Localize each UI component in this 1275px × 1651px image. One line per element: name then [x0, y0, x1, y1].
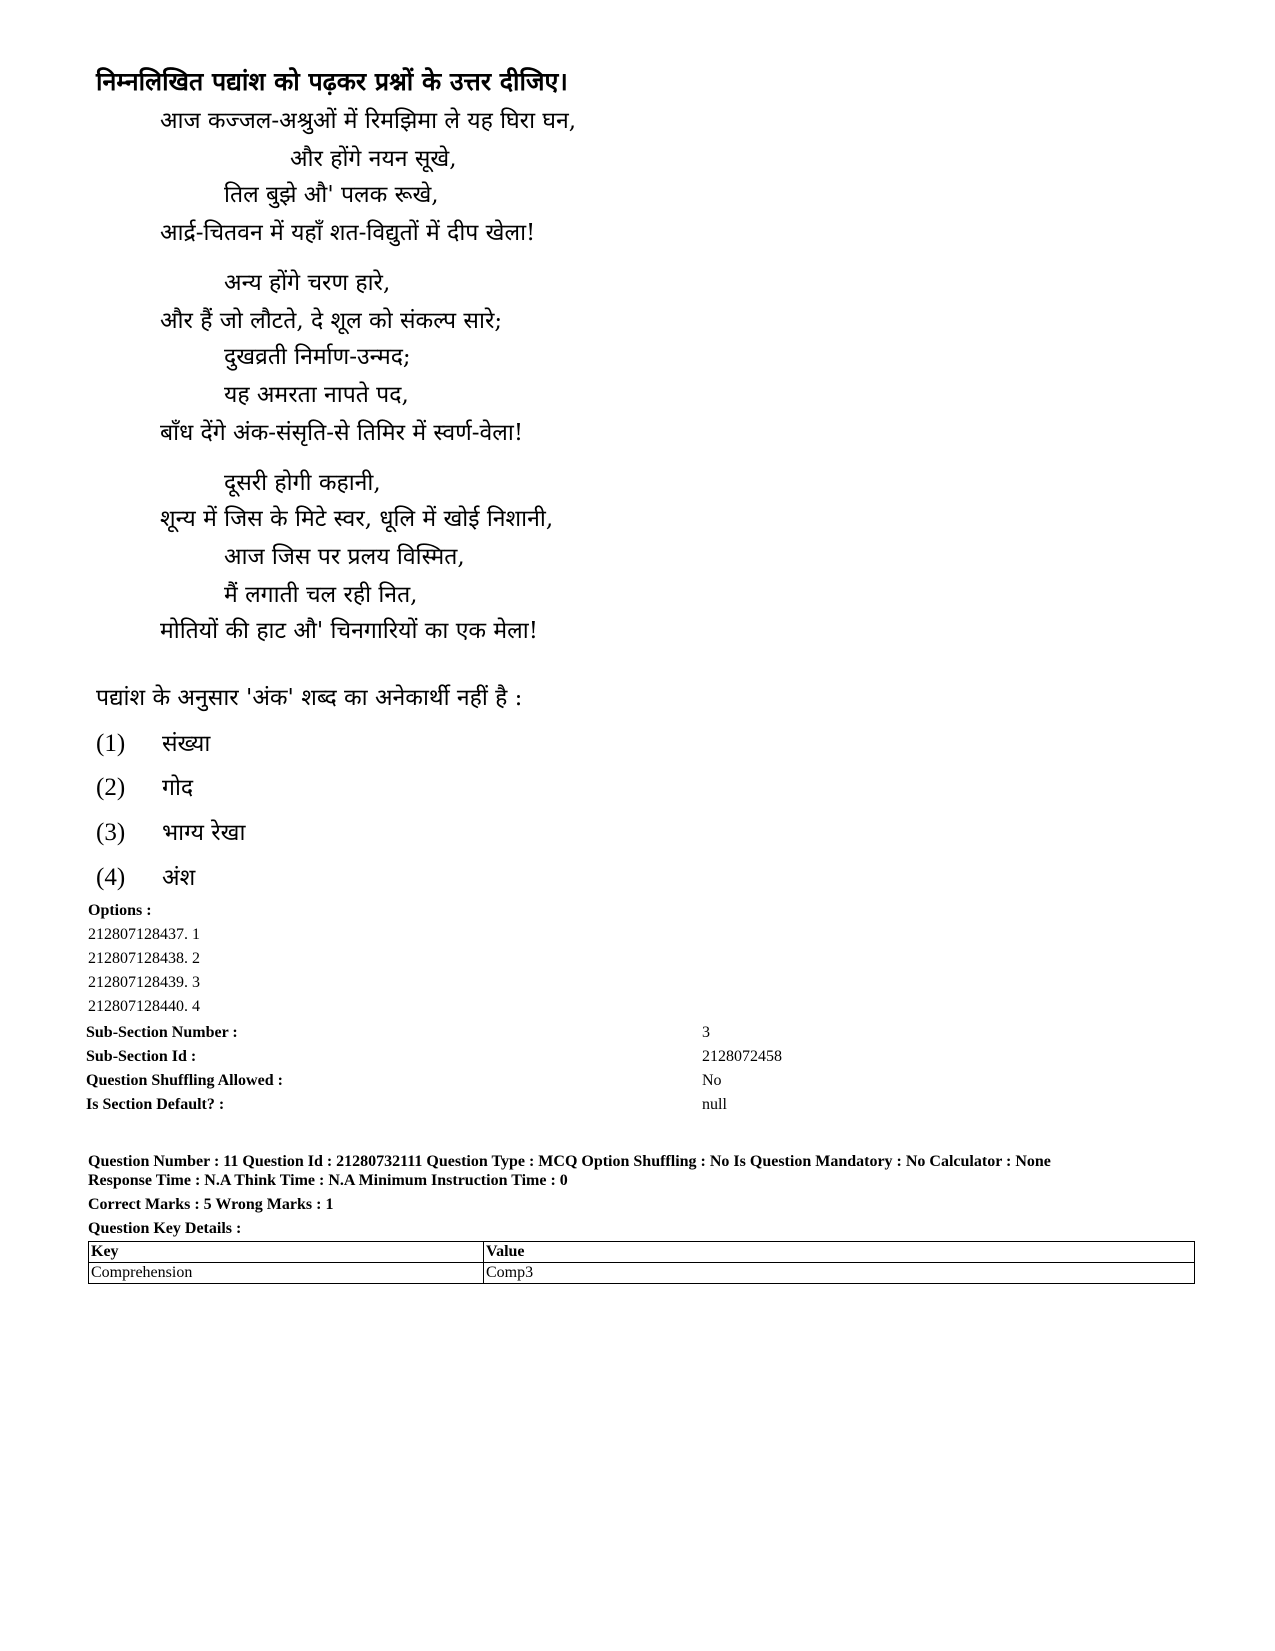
choice-text: भाग्य रेखा	[162, 820, 246, 846]
choice-text: गोद	[162, 775, 194, 801]
question-key-details-label: Question Key Details :	[88, 1220, 242, 1237]
choice-item	[96, 815, 245, 847]
poem-line: मैं लगाती चल रही नित,	[224, 582, 418, 608]
choice-number: (4)	[96, 864, 126, 891]
option-id: 212807128438. 2	[88, 950, 200, 967]
question-shuffling-value: No	[702, 1072, 722, 1089]
poem-line: शून्य में जिस के मिटे स्वर, धूलि में खोई निशानी,	[160, 506, 554, 532]
poem-line: आज कज्जल-अश्रुओं में रिमझिमा ले यह घिरा घन,	[160, 108, 577, 134]
options-label: Options :	[88, 902, 152, 919]
option-id: 212807128437. 1	[88, 926, 200, 943]
question-info-line: Response Time : N.A Think Time : N.A Minimum Instruction Time : 0	[88, 1172, 568, 1189]
option-id: 212807128439. 3	[88, 974, 200, 991]
poem-line: और हैं जो लौटते, दे शूल को संकल्प सारे;	[160, 308, 503, 334]
poem-line: तिल बुझे औ' पलक रूखे,	[224, 182, 439, 208]
poem-line: दुखव्रती निर्माण-उन्मद;	[224, 344, 411, 370]
choice-number: (1)	[96, 730, 126, 757]
subsection-id-value: 2128072458	[702, 1048, 782, 1065]
passage-title: निम्नलिखित पद्यांश को पढ़कर प्रश्नों के उत्तर दीजिए।	[96, 67, 568, 96]
question-shuffling-label: Question Shuffling Allowed :	[86, 1072, 283, 1089]
table-header-row	[89, 1242, 1195, 1263]
choice-text: अंश	[162, 865, 196, 891]
subsection-number-label: Sub-Section Number :	[86, 1024, 238, 1041]
table-header-key: Key	[89, 1242, 484, 1263]
section-default-value: null	[702, 1096, 727, 1113]
poem-line: और होंगे नयन सूखे,	[290, 146, 457, 172]
table-cell-key: Comprehension	[89, 1263, 484, 1284]
question-info-line: Question Number : 11 Question Id : 21280732111 Question Type : MCQ Option Shuffling : No Is Question Mandatory : No Calculator : None	[88, 1153, 1051, 1170]
question-text: पद्यांश के अनुसार 'अंक' शब्द का अनेकार्थी नहीं है :	[96, 685, 523, 711]
table-header-value: Value	[484, 1242, 1195, 1263]
subsection-id-label: Sub-Section Id :	[86, 1048, 197, 1065]
table-cell-value: Comp3	[484, 1263, 1195, 1284]
question-marks: Correct Marks : 5 Wrong Marks : 1	[88, 1196, 334, 1213]
poem-line: दूसरी होगी कहानी,	[224, 470, 381, 496]
question-key-table	[88, 1241, 1195, 1284]
choice-text: संख्या	[162, 731, 211, 757]
choice-number: (2)	[96, 774, 126, 801]
choice-item	[96, 726, 210, 758]
section-default-label: Is Section Default? :	[86, 1096, 225, 1113]
poem-line: आर्द्र-चितवन में यहाँ शत-विद्युतों में दीप खेला!	[160, 220, 536, 246]
poem-line: आज जिस पर प्रलय विस्मित,	[224, 544, 465, 570]
table-row	[89, 1263, 1195, 1284]
choice-item	[96, 770, 193, 802]
poem-line: अन्य होंगे चरण हारे,	[224, 270, 391, 296]
poem-line: यह अमरता नापते पद,	[224, 382, 409, 408]
poem-line: मोतियों की हाट औ' चिनगारियों का एक मेला!	[160, 618, 538, 644]
option-id: 212807128440. 4	[88, 998, 200, 1015]
choice-number: (3)	[96, 819, 126, 846]
poem-line: बाँध देंगे अंक-संसृति-से तिमिर में स्वर्ण-वेला!	[160, 420, 524, 446]
choice-item	[96, 860, 195, 892]
subsection-number-value: 3	[702, 1024, 710, 1041]
